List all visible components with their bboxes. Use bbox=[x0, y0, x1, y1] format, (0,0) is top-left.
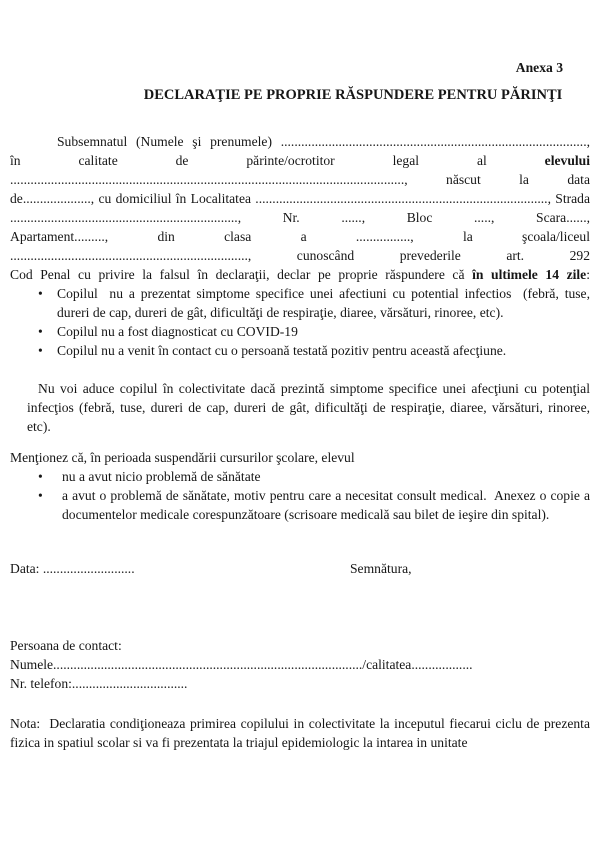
intro-line-class-field bbox=[10, 227, 590, 246]
list-item bbox=[10, 322, 590, 341]
intro-line-school-field bbox=[10, 246, 590, 265]
annex-label: Anexa 3 bbox=[515, 60, 563, 75]
address-fill-line: ..................................................................., Nr. ......, Bloc ....., Scara......, bbox=[10, 210, 590, 225]
legal-text: Cod Penal cu privire la falsul în declaraţii, declar pe proprie răspundere că bbox=[10, 267, 473, 282]
bullet-text-no-contact: Copilul nu a venit în contact cu o persoană testată pozitiv pentru această afecţiune. bbox=[57, 343, 507, 358]
note-paragraph: Nota: Declaratia condiţioneaza primirea copilului in colectivitate la inceputul fiecarui ciclu de prezenta fizica in spatiul scolar si va fi prezentata la triajul epidemiologic la intarea in unitate bbox=[10, 716, 590, 750]
student-emphasis: elevului bbox=[544, 153, 590, 168]
bullet-text-no-symptoms: Copilul nu a prezentat simptome specifice unei afectiuni cu potential infectios (febră, tuse, dureri de cap, dureri de gât, dificultăţi de respiraţie, diaree, vărsături, rinoree, etc). bbox=[57, 286, 590, 320]
contact-phone-field: Nr. telefon:.................................. bbox=[10, 676, 188, 691]
name-fill-line: Subsemnatul (Numele şi prenumele) .........................................................................................., bbox=[57, 134, 590, 149]
class-fill-line: Apartament........., din clasa a ................, la şcoala/liceul bbox=[10, 229, 590, 244]
intro-line-quality bbox=[10, 151, 590, 170]
intro-paragraph bbox=[10, 132, 590, 284]
signature-row bbox=[10, 559, 590, 578]
intro-line-legal bbox=[10, 265, 590, 284]
quality-text: în calitate de părinte/ocrotitor legal al bbox=[10, 153, 545, 168]
list-item bbox=[10, 284, 590, 322]
no-bring-paragraph: Nu voi aduce copilul în colectivitate dacă prezintă simptome specifice unei afecţiuni cu potenţial infecţios (febră, tuse, dureri de cap, dureri de gât, dificultăţi de respiraţie, diaree, vărsături, rinoree, etc). bbox=[27, 381, 590, 434]
last-14-days-emphasis: în ultimele 14 zile bbox=[472, 267, 587, 282]
contact-heading: Persoana de contact: bbox=[10, 638, 122, 653]
bullet-icon: • bbox=[38, 469, 43, 484]
bullet-text-no-covid: Copilul nu a fost diagnosticat cu COVID-19 bbox=[57, 324, 298, 339]
school-fill-line: ......................................................................, cunoscând prevederile art. 292 bbox=[10, 248, 590, 263]
contact-name-field: Numele.........................................................................................../calitatea.................. bbox=[10, 657, 473, 672]
mention-bullet-list bbox=[10, 467, 590, 524]
bullet-text-no-health-problem: nu a avut nicio problemă de sănătate bbox=[62, 469, 261, 484]
bullet-icon: • bbox=[38, 286, 43, 301]
intro-line-locality-field bbox=[10, 189, 590, 208]
student-fill-line: ...................................................................................................................., născut la data bbox=[10, 172, 590, 187]
bullet-icon: • bbox=[38, 343, 43, 358]
signature-label: Semnătura, bbox=[350, 561, 412, 576]
date-field-label: Data: ........................... bbox=[10, 561, 135, 576]
list-item bbox=[10, 486, 590, 524]
colon: : bbox=[586, 267, 590, 282]
intro-line-address-field bbox=[10, 208, 590, 227]
bullet-text-had-health-problem: a avut o problemă de sănătate, motiv pentru care a necesitat consult medical. Anexez o copie a documentelor medicale corespunzătoare (scrisoare medicală sau bilet de ieşire din spital). bbox=[62, 488, 590, 522]
intro-line-student-name-field bbox=[10, 170, 590, 189]
list-item bbox=[10, 341, 590, 360]
document-title: DECLARAŢIE PE PROPRIE RĂSPUNDERE PENTRU PĂRINŢI bbox=[143, 87, 563, 103]
mention-lead: Menţionez că, în perioada suspendării cursurilor şcolare, elevul bbox=[10, 450, 355, 465]
declaration-bullet-list bbox=[10, 284, 590, 360]
bullet-icon: • bbox=[38, 324, 43, 339]
bullet-icon: • bbox=[38, 488, 43, 503]
list-item bbox=[10, 467, 590, 486]
locality-fill-line: de...................., cu domiciliul în Localitatea ......................................................................................, Strada bbox=[10, 191, 590, 206]
intro-line-name-field bbox=[10, 132, 590, 151]
